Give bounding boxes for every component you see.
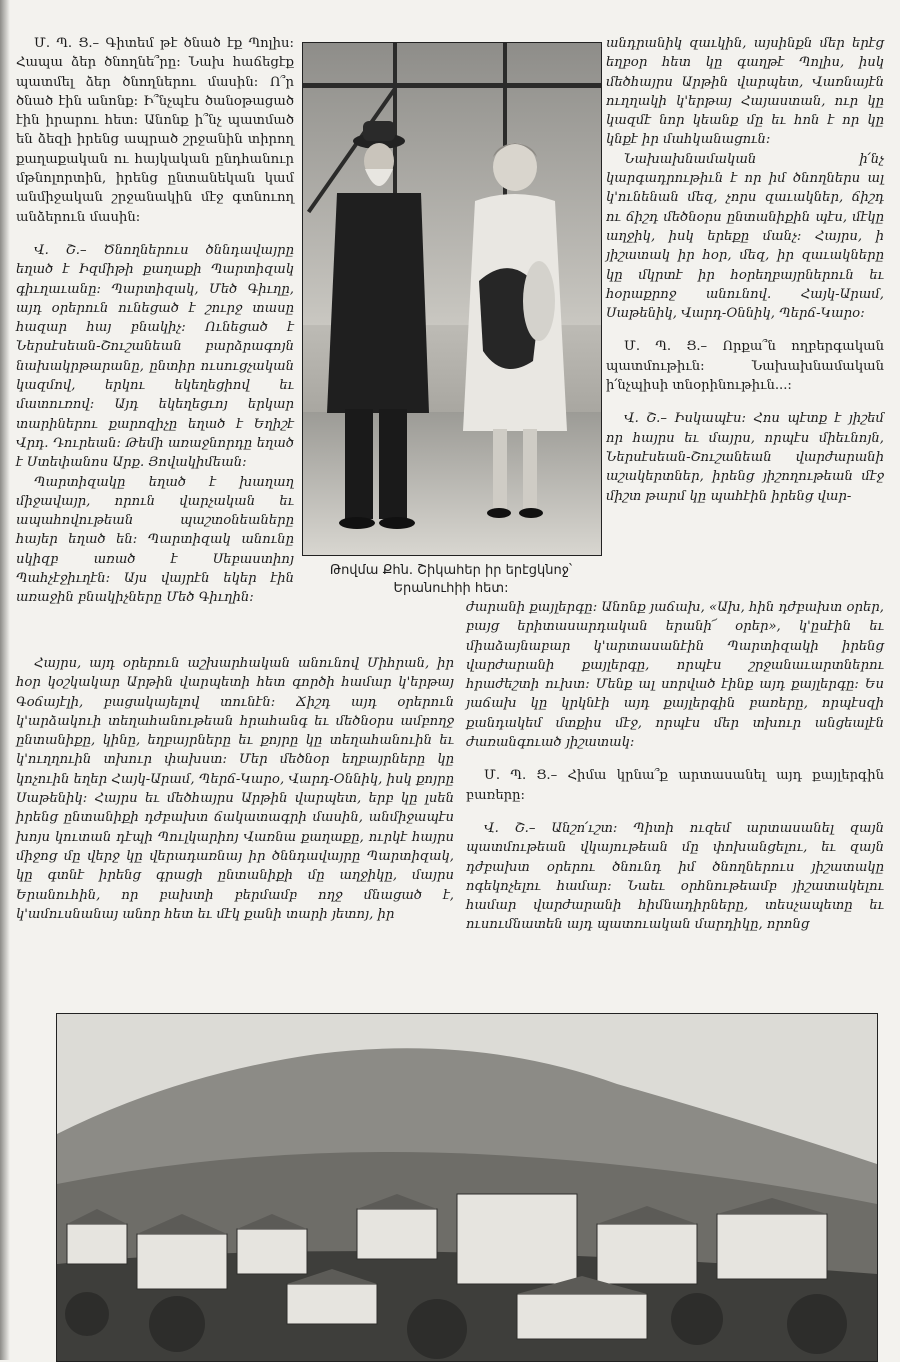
interview-answer-continued: ժարանի քայլերգը: Անոնք յաճախ, «Ախ, հին դժբախտ օրեր, բայց երիտասարդական երանի՜ օրեր», կ'ըսէին եւ միաձայնաբար կ'արտասանէին Պարտիզակի իրենց վարժարանի քայլերգը, որպէս շրջանաւարտներու հրաժեշտի ուխտ: Մենք ալ սորված էինք այդ քայլերգը: Ես յաճախ կը կրկնէի այդ քայլերգին բառերը, որպէսզի քանդակեմ մտքիս մէջ, որպէս մեր տխուր անցեալէն ժառանգուած յիշատակ: [466,600,884,751]
caption-line: Թովմա Քհն. Շիկահեր իր երէցկնոջ՝ [329,563,573,578]
interview-answer-paragraph: Հայրս, այդ օրերուն աշխարհական անունով Միհրան, իր հօր կօշկակար Արթին վարպետի հետ գործի համար կ'երթայ Գօճայէլի, բացակայելով տունէն: Ճիշդ այդ օրերուն կ'արձակուի տեղահանութեան հրահանգ եւ մեծնօրս ամբողջ ընտանիքը, կինը, եղբայրները եւ քոյրը կը տեղահանուին եւ կ'ուղղուին տխուր փախստ: Մեր մեծնօր եղբայրները կը կոչուին եղեր Հայկ-Արամ, Պերճ-Կարօ, Վարդ-Օննիկ, իսկ քոյրը Սաթենիկ: Հայրս եւ մեծհայրս Արթին վարպետ, երբ կը լսեն իրենց ընտանիքի դժբախտ ճակատագրի մասին, անմիջապէս խոյս կուտան դէպի Պուլկարիոյ Վառնա քաղաքը, ուրկէ հայրս միջոց մը վերջ կը վերադառնայ իր ծննդավայրը Պարտիզակ, կը գտնէ իրենց գրացի ընտանիքի մը աղջիկը, մայրս Երանուհին, որ բախտի բերմամբ ողջ մնացած է, կ'ամուսնանայ անոր հետ եւ մէկ քանի տարի յետոյ, իր [16,656,454,922]
photo-caption [300,562,602,598]
interview-answer-paragraph: Նախախնամական ի՛նչ կարգադրութիւն է որ իմ ծնողներս ալ կ'ունենան մեզ, չորս զաւակներ, ճիշդ ու ճիշդ մեծնօրս ընտանիքին պէս, մէկը աղջիկ, իսկ երեքը մանչ: Հայրս, ի յիշատակ իր հօր, մեզ, իր զաւակները կը մկրտէ իր հօրեղբայրներուն եւ հօրաքրոջ անունով. Հայկ-Արամ, Սաթենիկ, Վարդ-Օննիկ, Պերճ-Կարօ: [606,151,884,322]
interview-answer-continued: անդրանիկ զաւկին, այսինքն մեր երէց եղբօր հետ կը գաղթէ Պոլիս, իսկ մեծհայրս Արթին վարպետ, Վառնայէն ուղղակի կ'երթայ Հայաստան, ուր կը կազմէ նոր կեանք մը եւ հոն է որ կը կնքէ իր մահկանացուն: [606,36,884,148]
caption-line: Երանուհիի հետ: [393,581,509,596]
interview-answer: Վ. Շ.– Անշո՛ւշտ: Պիտի ուզեմ արտասանել զայն պատմութեան վկայութեան մը փոխանցելու, եւ զայն դժբախտ օրերու ծնունդ իմ ծնողներուս յիշատակը ոգեկոչելու համար: Նաեւ օրհնութեամբ յիշատակելու համար վարժարանի հիմնադիրները, տեսչապետը եւ ուսումնատեն այդ պատուական մարդիկը, որոնց [466,820,884,933]
photo-steel-beam [303,83,601,88]
middle-column [466,598,884,935]
interview-answer: Վ. Շ.– Ծնողներուս ծննդավայրը եղած է Իզմիթի քաղաքի Պարտիզակ գիւղաւանը: Պարտիզակ, Մեծ Գիւղը, այդ օրերուն ունեցած է շուրջ տասը հազար հայ բնակիչ: Ունեցած է Ներսէսեան-Շուշանեան բարձրագոյն նախակրթարանը, ընտիր ուսուցչական կազմով, երկու եկեղեցիով եւ մատուռով: Այդ եկեղեցւոյ երկար տարիներու քարոզիչը եղած է Եղիշէ Վրդ. Դուրեան: Թեմի առաջնորդը եղած է Ստեփանոս Արք. Յովակիմեան: [16,242,294,471]
interview-question: Մ. Պ. Ց.– Գիտեմ թէ ծնած էք Պոլիս: Հապա ձեր ծնողնե՞րը: Նախ հաճեցէք պատմել ձեր ծնողներու մասին: Ո՞ր ծնած էին անոնք: Ի՞նչպէս ծանօթացած էին իրարու հետ: Անոնք ի՞նչ պատմած են ձեզի իրենց ապրած շրջանին տիրող քաղաքական ու հայկական ընդհանուր մթնոլորտին, իրենց ընտանեկան կամ անմիջական շրջանակին մէջ գտնուող անձերուն մասին: [16,36,294,225]
village-scene [57,1014,877,1361]
man-figure [317,113,437,533]
left-lower-column [16,654,454,924]
left-column [16,34,294,608]
interview-answer: Վ. Շ.– Իսկապէս: Հոս պէտք է յիշեմ որ հայրս եւ մայրս, որպէս միեւնոյն, Ներսէսեան-Շուշանեան վարժարանի աշակերտներ, իրենց յիշողութեան մէջ միշտ թարմ կը պահէին իրենց վար- [606,411,884,504]
woman-figure [453,131,573,531]
scan-shadow-edge [0,0,10,1360]
village-landscape-photo [56,1013,878,1362]
interview-question: Մ. Պ. Ց.– Որքա՞ն ողբերգական պատմութիւն: Նախախնամական ի՛նչպիսի տնօրինութիւն...: [606,339,884,394]
portrait-photo [302,42,602,556]
interview-answer-paragraph: Պարտիզակը եղած է խաղաղ միջավայր, որուն վարչական եւ ապահովութեան պաշտօնեաները հայեր եղած են: Պարտիզակ անունը սկիզբ առած է Սեբաստիոյ Պահչէջիւղէն: Այս վայրէն եկեր էին առաջին բնակիչները Մեծ Գիւղին: [16,474,294,606]
right-column [606,34,884,506]
interview-question: Մ. Պ. Ց.– Հիմա կրնա՞ք արտասանել այդ քայլերգին բառերը: [466,768,884,803]
